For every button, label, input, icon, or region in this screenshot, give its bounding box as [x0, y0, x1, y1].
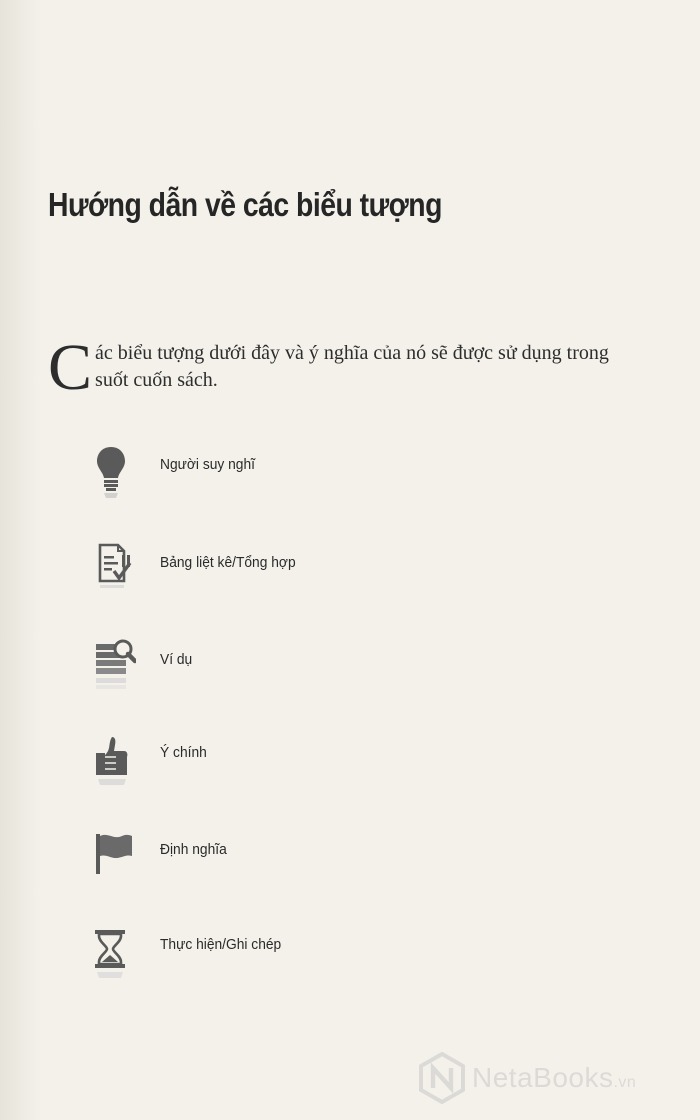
legend-item-main-idea: [92, 733, 512, 793]
hourglass-icon: [92, 924, 136, 984]
drop-cap: C: [48, 331, 93, 404]
legend-item-checklist: [92, 541, 512, 601]
legend-item-practice: [92, 924, 512, 984]
legend-label: Ví dụ: [160, 651, 193, 668]
legend-label: Bảng liệt kê/Tổng hợp: [160, 554, 296, 571]
legend-item-definition: [92, 830, 512, 890]
watermark-brand: NetaBooks: [472, 1062, 614, 1093]
checklist-icon: [92, 541, 136, 601]
page-title: Hướng dẫn về các biểu tượng: [48, 186, 442, 223]
brand-logo-icon: [418, 1052, 466, 1104]
page-edge-shadow: [0, 0, 40, 1120]
legend-item-thinker: [92, 445, 512, 505]
watermark: [418, 1052, 688, 1108]
intro-paragraph: [48, 331, 648, 404]
legend-label: Định nghĩa: [160, 841, 227, 858]
magnifier-list-icon: [92, 638, 136, 698]
lightbulb-icon: [92, 445, 136, 505]
legend-label: Thực hiện/Ghi chép: [160, 936, 282, 953]
flag-icon: [92, 830, 136, 890]
watermark-tld: .vn: [613, 1074, 637, 1091]
legend-item-example: [92, 638, 512, 698]
intro-line-2: suốt cuốn sách.: [95, 369, 218, 391]
legend-label: Ý chính: [160, 744, 207, 761]
intro-line-1: ác biểu tượng dưới đây và ý nghĩa của nó sẽ được sử dụng trong: [95, 342, 609, 364]
thumbs-up-icon: [92, 733, 136, 793]
legend-label: Người suy nghĩ: [160, 456, 256, 473]
